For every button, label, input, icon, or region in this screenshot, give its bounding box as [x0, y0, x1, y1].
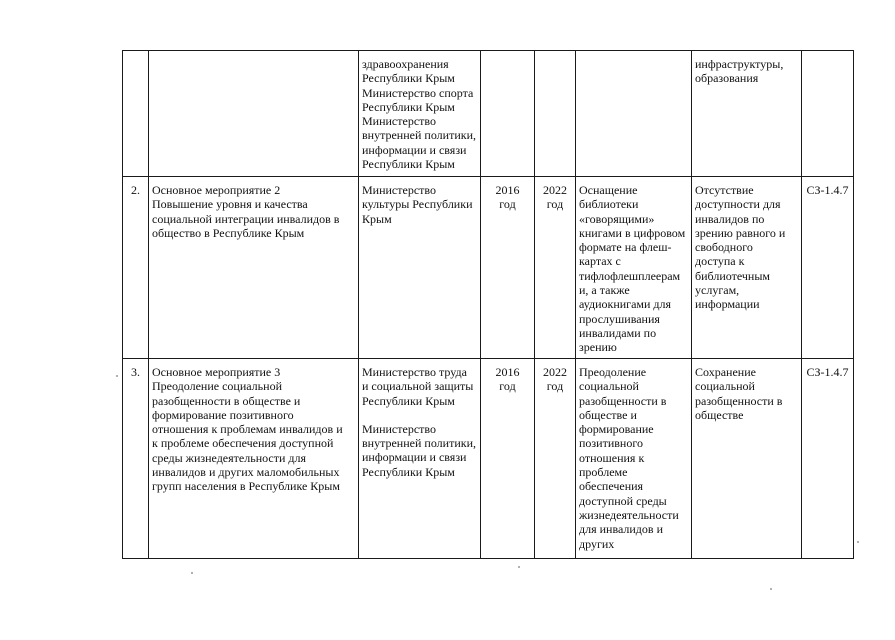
- cell-text-line: социальной: [695, 379, 755, 394]
- cell-text-line: формате на флеш-: [579, 240, 672, 255]
- cell-text-line: разобщенности в: [579, 393, 667, 408]
- cell-text-line: Крым: [362, 211, 392, 226]
- cell-text-line: Республики Крым: [362, 99, 455, 114]
- cell-indicator-code: [802, 359, 854, 559]
- table-row: [123, 359, 854, 559]
- cell-text-line: аудиокнигами для: [579, 297, 672, 312]
- cell-text-line: Сохранение: [695, 365, 756, 379]
- cell-text-line: обществе: [695, 407, 744, 422]
- cell-text-line: проблеме: [579, 465, 628, 480]
- table-row: [123, 177, 854, 359]
- cell-text-line: разобщенности в: [695, 393, 783, 408]
- cell-text-line: Республики Крым: [362, 393, 455, 408]
- cell-text-line: библиотеки: [579, 197, 639, 212]
- cell-year-start: [481, 51, 535, 177]
- scan-speck: [770, 588, 772, 590]
- cell-text-line: среды жизнедеятельности для: [152, 450, 307, 465]
- cell-text-line: образования: [695, 71, 759, 86]
- cell-text-line: для инвалидов и: [579, 522, 663, 537]
- cell-text: 2.: [131, 183, 140, 197]
- cell-text-line: Преодоление социальной: [152, 379, 282, 394]
- cell-text-line: и, а также: [579, 283, 630, 298]
- cell-text-line: год: [546, 197, 564, 212]
- scan-speck: [191, 572, 193, 574]
- cell-text-line: доступности для: [695, 197, 781, 212]
- cell-text-line: год: [499, 197, 516, 212]
- cell-text-line: книгами в цифровом: [579, 225, 686, 240]
- cell-text-line: социальной интеграции инвалидов в: [152, 211, 340, 226]
- cell-year-end: [535, 359, 576, 559]
- cell-text-line: инвалидами по: [579, 325, 657, 340]
- cell-number: [123, 359, 149, 559]
- cell-indicator-code: [802, 51, 854, 177]
- cell-text-line: доступа к: [695, 254, 745, 269]
- cell-text-line: внутренней политики,: [362, 436, 476, 451]
- cell-text-line: зрению: [579, 340, 617, 355]
- cell-text-line: Министерство: [362, 421, 436, 436]
- cell-text-line: социальной: [579, 379, 639, 394]
- cell-text-line: инфраструктуры,: [695, 57, 784, 71]
- cell-text: СЗ-1.4.7: [806, 365, 849, 379]
- cell-year-start: [481, 359, 535, 559]
- cell-text-line: картах с: [579, 254, 621, 269]
- cell-executor: [359, 359, 481, 559]
- cell-text-line: отношения к проблемам инвалидов и: [152, 422, 343, 437]
- cell-expected-result: [576, 359, 692, 559]
- cell-text-line: библиотечным: [695, 268, 770, 283]
- cell-executor: [359, 51, 481, 177]
- cell-text-line: здравоохранения: [362, 57, 449, 71]
- cell-text-line: информации: [695, 297, 760, 312]
- cell-measure: [149, 359, 359, 559]
- cell-text-line: информации и связи: [362, 450, 467, 465]
- scan-speck: [518, 566, 520, 568]
- cell-text-line: Преодоление: [579, 365, 647, 379]
- cell-text-line: инвалидов и других маломобильных: [152, 465, 340, 480]
- cell-text-line: Оснащение: [579, 183, 638, 197]
- cell-text-line: доступной среды: [579, 493, 667, 508]
- cell-year-start: [481, 177, 535, 359]
- cell-text-line: и социальной защиты: [362, 379, 474, 394]
- cell-number: [123, 51, 149, 177]
- cell-text-line: жизнедеятельности: [579, 507, 679, 522]
- cell-text-line: культуры Республики: [362, 197, 473, 212]
- cell-text-line: Республики Крым: [362, 71, 455, 86]
- cell-text-line: отношения к: [579, 450, 645, 465]
- cell-text-line: Республики Крым: [362, 157, 455, 172]
- cell-text-line: 2016: [495, 365, 520, 379]
- program-table: [122, 50, 854, 559]
- cell-year-end: [535, 177, 576, 359]
- cell-text-line: услугам,: [695, 283, 740, 298]
- cell-text-line: год: [546, 379, 564, 394]
- cell-text-line: внутренней политики,: [362, 128, 476, 143]
- cell-consequence: [692, 359, 802, 559]
- cell-measure: [149, 51, 359, 177]
- cell-text-line: свободного: [695, 240, 753, 255]
- cell-text-line: [362, 408, 477, 422]
- cell-measure: [149, 177, 359, 359]
- cell-text-line: общество в Республике Крым: [152, 225, 305, 240]
- cell-text: 3.: [131, 365, 140, 379]
- cell-text-line: информации и связи: [362, 142, 467, 157]
- cell-consequence: [692, 177, 802, 359]
- cell-text-line: Министерство: [362, 183, 436, 197]
- cell-text-line: Основное мероприятие 2: [152, 183, 281, 197]
- cell-year-end: [535, 51, 576, 177]
- table-row: [123, 51, 854, 177]
- cell-indicator-code: [802, 177, 854, 359]
- cell-text-line: зрению равного и: [695, 225, 786, 240]
- cell-text-line: «говорящими»: [579, 211, 655, 226]
- cell-text-line: прослушивания: [579, 311, 660, 326]
- cell-text-line: обеспечения: [579, 479, 644, 494]
- cell-text-line: Основное мероприятие 3: [152, 365, 281, 379]
- cell-text-line: Республики Крым: [362, 464, 455, 479]
- cell-text-line: Министерство: [362, 114, 436, 129]
- cell-text: СЗ-1.4.7: [806, 183, 849, 197]
- scan-speck: [116, 375, 118, 377]
- cell-text-line: Министерство спорта: [362, 85, 474, 100]
- cell-number: [123, 177, 149, 359]
- cell-text-line: Отсутствие: [695, 183, 754, 197]
- cell-text-line: разобщенности в обществе и: [152, 393, 301, 408]
- cell-consequence: [692, 51, 802, 177]
- cell-text-line: тифлофлешплеерам: [579, 268, 681, 283]
- cell-text-line: к проблеме обеспечения доступной: [152, 436, 334, 451]
- cell-text-line: Министерство труда: [362, 365, 467, 379]
- cell-text-line: групп населения в Республике Крым: [152, 479, 340, 494]
- cell-text-line: Повышение уровня и качества: [152, 197, 308, 212]
- cell-executor: [359, 177, 481, 359]
- cell-text-line: 2016: [495, 183, 520, 197]
- scan-speck: [857, 541, 859, 543]
- cell-text-line: 2022: [543, 365, 567, 379]
- cell-text-line: формирование: [579, 422, 654, 437]
- cell-text-line: формирование позитивного: [152, 407, 294, 422]
- cell-expected-result: [576, 177, 692, 359]
- cell-expected-result: [576, 51, 692, 177]
- cell-text-line: инвалидов по: [695, 211, 765, 226]
- cell-text-line: 2022: [543, 183, 567, 197]
- cell-text-line: других: [579, 536, 615, 551]
- cell-text-line: обществе и: [579, 407, 637, 422]
- cell-text-line: год: [499, 379, 516, 394]
- cell-text-line: позитивного: [579, 436, 643, 451]
